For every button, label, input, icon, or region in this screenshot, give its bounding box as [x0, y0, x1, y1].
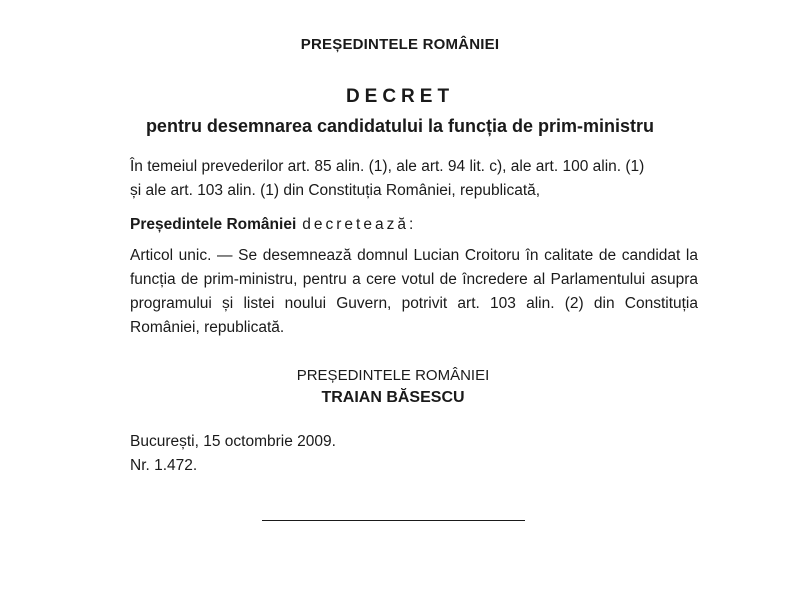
decrees-verb: decretează:	[302, 216, 417, 233]
separator-line	[262, 520, 525, 521]
decrees-line	[130, 216, 416, 234]
issuer-heading: PREȘEDINTELE ROMÂNIEI	[300, 36, 500, 53]
legal-basis-line-2: și ale art. 103 alin. (1) din Constituția României, republicată,	[130, 182, 541, 199]
article-paragraph: Articol unic. — Se desemnează domnul Lucian Croitoru în calitate de candidat la funcția de prim-ministru, pentru a cere votul de încredere al Parlamentului asupra programului și listei noului Guvern, potrivit art. 103 alin. (2) din Constituția României, republicată.	[130, 247, 698, 336]
signature-name: TRAIAN BĂSESCU	[321, 389, 465, 406]
decree-title: DECRET	[345, 86, 455, 107]
decree-number: Nr. 1.472.	[130, 457, 198, 474]
decrees-subject: Președintele României	[130, 216, 297, 233]
place-date: București, 15 octombrie 2009.	[130, 433, 336, 450]
legal-basis-line-1: În temeiul prevederilor art. 85 alin. (1), ale art. 94 lit. c), ale art. 100 alin. (1)	[130, 158, 645, 175]
signature-title: PREȘEDINTELE ROMÂNIEI	[296, 367, 490, 384]
decree-subtitle: pentru desemnarea candidatului la funcția de prim-ministru	[145, 116, 655, 136]
